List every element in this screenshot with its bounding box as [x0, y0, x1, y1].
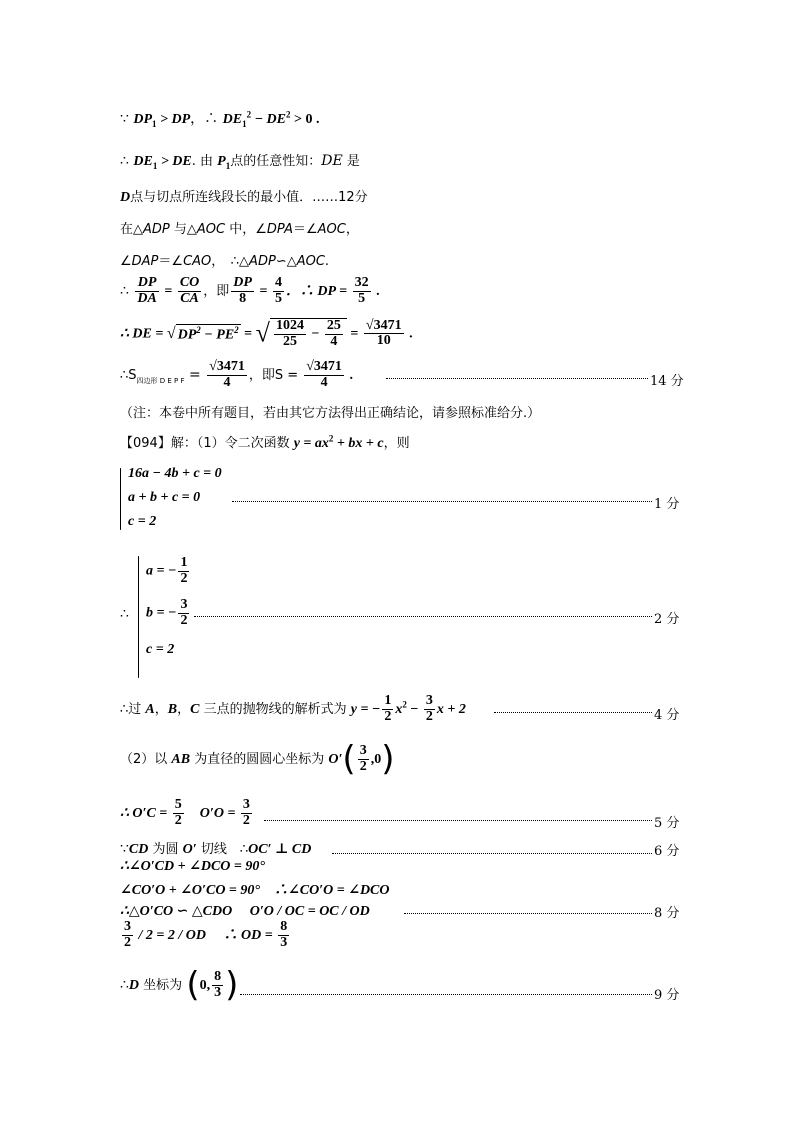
right-paren: ) — [381, 739, 395, 779]
numerator: 1 — [180, 555, 188, 570]
math: O′ — [182, 842, 197, 857]
equation-row: 16a − 4b + c = 0 — [128, 466, 222, 481]
text: ∴ — [120, 153, 134, 169]
fraction — [135, 276, 158, 306]
math: ADP — [143, 222, 170, 237]
sqrt — [167, 324, 241, 344]
text: . 由 — [191, 154, 218, 169]
text: 点的任意性知： — [230, 154, 322, 169]
math: = — [346, 326, 362, 342]
math: − — [307, 326, 323, 342]
numerator: 32 — [354, 275, 369, 290]
math: > DP — [156, 112, 191, 127]
text: 为直径的圆圆心坐标为 — [190, 752, 329, 767]
math: DE — [321, 153, 343, 169]
text: 为圆 — [148, 842, 183, 857]
line-14: ∠CO′O + ∠O′CO = 90° ∴∠CO′O = ∠DCO — [120, 883, 390, 898]
numerator: 4 — [274, 275, 282, 290]
denominator: 8 — [239, 290, 247, 306]
numerator: DP — [135, 276, 158, 292]
denominator: DA — [137, 290, 157, 306]
math: AOC — [296, 254, 325, 269]
math: DPA — [266, 222, 293, 237]
text: ， — [345, 222, 359, 237]
text: ， ∴△ — [211, 254, 250, 269]
denominator: 2 — [359, 758, 367, 774]
math: − DE — [251, 112, 287, 127]
dotted-leader — [404, 913, 652, 914]
denominator: 2 — [425, 708, 433, 724]
line-12 — [120, 838, 311, 858]
equation-row — [146, 556, 191, 586]
fraction — [178, 598, 189, 628]
math: ,0 — [370, 752, 382, 767]
numerator: 25 — [326, 318, 341, 333]
equation-row: c = 2 — [128, 514, 157, 529]
score-label: 5 分 — [654, 816, 680, 831]
text: ，即 — [203, 284, 230, 300]
numerator: √3471 — [365, 317, 402, 333]
math: B — [167, 702, 178, 718]
text: 【094】解：（1）令二次函数 — [120, 436, 294, 451]
math: = — [240, 326, 256, 342]
fraction — [304, 360, 344, 390]
line-10 — [120, 739, 395, 779]
fraction — [358, 744, 369, 774]
denominator: 3 — [214, 984, 222, 1000]
text: ＝∠ — [158, 254, 184, 269]
denominator: 10 — [376, 333, 391, 349]
text: ， — [177, 702, 191, 718]
denominator: 5 — [358, 290, 366, 306]
subscript: 四边形 D E P F — [136, 376, 185, 385]
fraction — [424, 694, 435, 724]
line-2 — [120, 150, 360, 171]
math: AOC — [317, 222, 346, 237]
math: 2 — [246, 109, 252, 120]
math: x — [395, 702, 403, 718]
text: ，∴ — [190, 111, 223, 127]
score-label: 9 分 — [654, 988, 680, 1003]
dotted-leader — [194, 616, 652, 617]
numerator: 8 — [280, 919, 288, 934]
denominator: 2 — [124, 934, 131, 950]
math: ADP — [249, 254, 276, 269]
math: DE — [133, 154, 153, 169]
numerator: 1 — [384, 693, 392, 708]
math: C — [190, 702, 200, 718]
score-label: 8 分 — [654, 906, 680, 921]
denominator: 25 — [282, 333, 297, 349]
therefore-symbol: ∴ — [120, 606, 129, 622]
score-label: 6 分 — [654, 844, 680, 859]
numerator: 5 — [174, 797, 182, 812]
numerator: 3 — [124, 919, 131, 934]
score-label: 14 分 — [650, 374, 684, 389]
fraction — [207, 360, 247, 390]
score-label: 1 分 — [654, 497, 680, 512]
math: DP — [133, 112, 153, 127]
denominator: 2 — [384, 708, 392, 724]
math: . — [345, 368, 353, 384]
denominator: 4 — [223, 374, 231, 390]
text: ，即S = — [248, 368, 303, 384]
numerator: 3 — [180, 597, 188, 612]
math: O′O = — [185, 806, 239, 822]
fraction — [173, 798, 184, 828]
text: 三点的抛物线的解析式为 — [199, 702, 351, 718]
line-7 — [120, 318, 413, 349]
dotted-leader — [494, 712, 652, 713]
numerator: CO — [179, 275, 200, 290]
numerator: 3 — [359, 742, 367, 758]
math: P — [217, 154, 226, 169]
line-11 — [120, 798, 254, 828]
denominator: 2 — [180, 570, 188, 586]
math: D — [120, 190, 131, 205]
math: 2 — [286, 109, 291, 120]
numerator: √3471 — [306, 359, 342, 374]
denominator: 2 — [180, 612, 188, 628]
fraction — [325, 319, 343, 349]
math: . — [372, 284, 380, 300]
text: 是 — [342, 154, 360, 169]
math: = — [255, 284, 271, 300]
math: AOC — [196, 222, 226, 237]
math: CAO — [183, 254, 212, 269]
radical-sign: √ — [166, 324, 176, 342]
dotted-leader — [264, 820, 652, 821]
math: 1 — [152, 118, 157, 129]
line-15: ∴△O′CO ∽ △CDO O′O / OC = OC / OD — [120, 904, 370, 919]
math: 1 — [152, 160, 158, 171]
text: ∽△ — [275, 254, 297, 269]
text: . — [324, 254, 330, 269]
text: ∴S — [120, 368, 137, 384]
text: ， — [154, 702, 168, 718]
math: y = − — [350, 702, 381, 718]
line-13: ∴∠O′CD + ∠DCO = 90° — [120, 859, 265, 874]
text: ∵ — [120, 841, 129, 857]
denominator: 3 — [280, 934, 288, 950]
fraction — [178, 556, 189, 586]
equation-row — [146, 598, 191, 628]
left-paren: ( — [342, 739, 356, 779]
line-9 — [120, 694, 466, 724]
denominator: 4 — [330, 333, 338, 349]
math: > 0 . — [290, 112, 320, 127]
math: D — [128, 978, 140, 993]
fraction — [122, 920, 133, 950]
note-text: （注：本卷中所有题目，若由其它方法得出正确结论，请参照标准给分.） — [120, 406, 541, 421]
sqrt — [256, 318, 347, 349]
math: + bx + c — [333, 436, 384, 451]
math: DAP — [131, 254, 159, 269]
text: ∵ — [120, 111, 134, 127]
dotted-leader — [232, 501, 652, 502]
math: = — [160, 284, 176, 300]
denominator: CA — [180, 290, 199, 306]
dotted-leader — [386, 378, 648, 379]
fraction — [382, 694, 393, 724]
denominator: 2 — [242, 812, 250, 828]
score-label: 4 分 — [654, 708, 680, 723]
denominator: 4 — [320, 374, 328, 390]
math: ∴ DE = — [120, 326, 167, 342]
right-paren: ) — [225, 965, 239, 1005]
line-1 — [120, 108, 320, 129]
math: AB — [171, 752, 191, 767]
math: 2 — [234, 324, 239, 335]
numerator: 3 — [425, 693, 433, 708]
line-3 — [120, 186, 368, 206]
fraction — [353, 276, 371, 306]
dotted-leader — [240, 994, 652, 995]
math: 1 — [225, 160, 231, 171]
fraction — [273, 276, 284, 306]
equation-row: a + b + c = 0 — [128, 490, 201, 505]
text: 在△ — [120, 222, 143, 237]
math: DP — [177, 327, 197, 343]
line-4 — [120, 218, 359, 237]
radicand — [176, 324, 241, 344]
question-094 — [120, 432, 410, 452]
fraction — [241, 798, 252, 828]
math: 2 — [328, 433, 334, 444]
denominator: 5 — [274, 290, 282, 306]
math: a = − — [146, 563, 177, 579]
math: − — [406, 702, 422, 718]
numerator: √3471 — [209, 359, 245, 374]
dotted-leader — [332, 853, 652, 854]
math: 2 — [196, 324, 201, 335]
math: A — [145, 702, 155, 718]
line-6 — [120, 276, 380, 306]
fraction — [364, 319, 404, 349]
math: x + 2 — [436, 702, 466, 718]
line-16 — [120, 920, 291, 950]
text: ∠ — [120, 254, 132, 269]
math: ∴ O′C = — [120, 806, 171, 822]
radicand — [270, 318, 347, 349]
line-5 — [120, 250, 329, 269]
fraction — [178, 276, 201, 306]
math: / 2 = 2 / OD ∴ OD = — [135, 928, 277, 944]
numerator: DP — [233, 275, 252, 290]
left-brace — [138, 556, 139, 678]
text: 点与切点所连线段长的最小值．……12分 — [130, 190, 368, 205]
text: ＝∠ — [293, 222, 318, 237]
math: DE — [222, 112, 243, 127]
math: 1 — [242, 118, 247, 129]
fraction — [278, 920, 289, 950]
text: 坐标为 — [139, 978, 187, 993]
fraction — [231, 276, 254, 306]
numerator: 1024 — [275, 318, 304, 333]
line-17 — [120, 965, 239, 1005]
text: 中，∠ — [225, 222, 267, 237]
math: ．∴ DP = — [285, 284, 351, 300]
denominator: 2 — [174, 812, 182, 828]
fraction — [274, 319, 306, 349]
math: y = ax — [293, 436, 329, 451]
math: = — [184, 367, 206, 384]
math: OC′ ⊥ CD — [248, 842, 312, 857]
text: 与△ — [169, 222, 197, 237]
equation-row: c = 2 — [146, 642, 175, 657]
fraction — [212, 970, 223, 1000]
math: 0, — [199, 978, 211, 993]
line-8 — [120, 360, 353, 390]
math: b = − — [146, 605, 177, 621]
math: . — [405, 326, 413, 342]
text: （2）以 — [120, 752, 172, 767]
text: ，则 — [383, 436, 410, 451]
text: ∴过 — [120, 702, 146, 718]
numerator: 8 — [214, 968, 222, 984]
math: O′ — [328, 752, 343, 767]
math: CD — [128, 842, 149, 857]
numerator: 3 — [242, 797, 250, 812]
text: 切线 ∴ — [196, 842, 249, 857]
math: − PE — [200, 327, 235, 343]
left-paren: ( — [186, 965, 200, 1005]
math: 2 — [402, 699, 407, 710]
text: ∴ — [120, 977, 129, 993]
score-label: 2 分 — [654, 612, 680, 627]
radical-sign: √ — [255, 318, 270, 348]
text: ∴ — [120, 283, 129, 300]
left-brace — [120, 468, 121, 530]
math: > DE — [157, 154, 192, 169]
